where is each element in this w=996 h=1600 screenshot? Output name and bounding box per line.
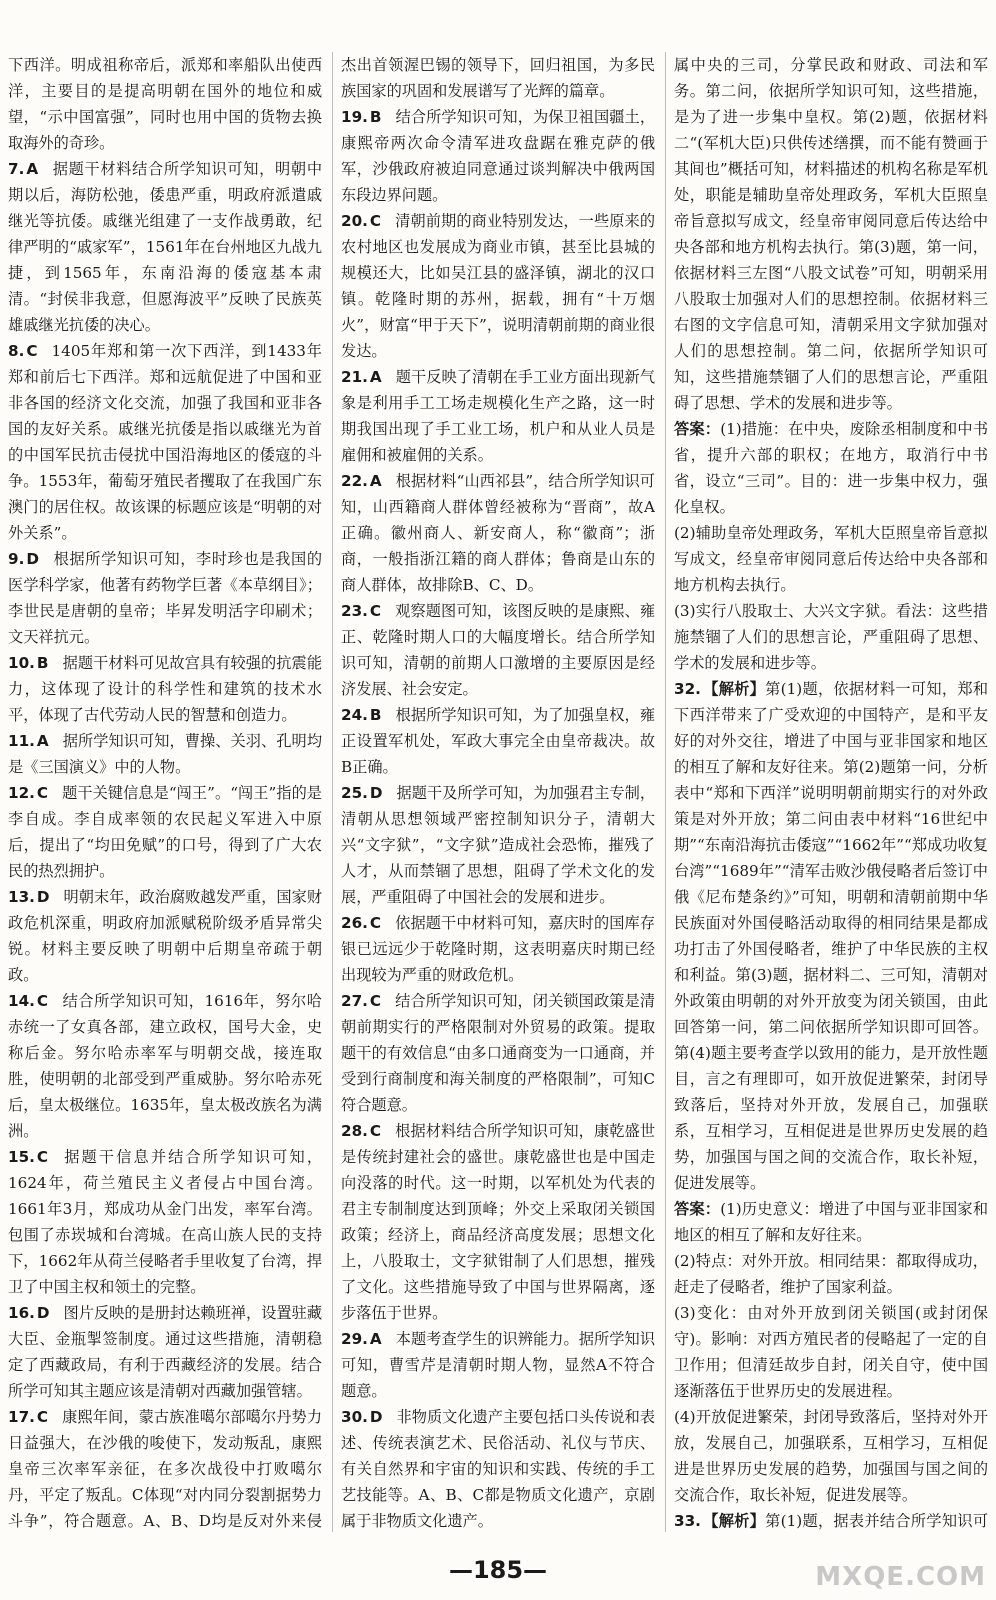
answer-text: 清朝前期的商业特别发达，一些原来的农村地区也发展成为商业市镇，甚至比县城的规模还大，比如吴江县的盛泽镇，湖北的汉口镇。乾隆时期的苏州，据载，拥有“十万烟火”，财富“甲于天下”，说明清朝前期的商业很发达。 — [341, 212, 655, 360]
answer-text: (2)辅助皇帝处理政务，军机大臣照皇帝旨意拟写成文，经皇帝审阅同意后传达给中央各部和地方机构去执行。 — [674, 524, 988, 594]
answer-letter: C — [36, 1148, 49, 1166]
watermark-text: MXQE.COM — [815, 1562, 986, 1592]
answer-item — [674, 416, 988, 520]
answer-letter: A — [369, 368, 382, 386]
answer-text: (2)特点：对外开放。相同结果：都取得成功，赶走了侵略者，维护了国家利益。 — [674, 1252, 988, 1296]
answer-text: 根据所学知识可知，为了加强皇权，雍正设置军机处，军政大事完全由皇帝裁决。故B正确。 — [341, 706, 655, 776]
answer-item — [341, 702, 655, 780]
question-number: 13. — [8, 888, 35, 906]
question-number: 11. — [8, 732, 35, 750]
question-number: 33. — [674, 1512, 701, 1530]
question-number: 24. — [341, 706, 368, 724]
answer-text: 杰出首领渥巴锡的领导下，回归祖国，为多民族国家的巩固和发展谱写了光辉的篇章。 — [341, 56, 655, 100]
answer-text: 结合所学知识可知，1616年，努尔哈赤统一了女真各部，建立政权，国号大金，史称后金。努尔哈赤率军与明朝交战，接连取胜，使明朝的北部受到严重威胁。努尔哈赤死后，皇太极继位。1635年，皇太极改族名为满洲。 — [8, 992, 322, 1140]
answer-text: 根据材料结合所学知识可知，康乾盛世是传统封建社会的盛世。康乾盛世也是中国走向没落的时代。这一时期，以军机处为代表的君主专制制度达到顶峰；外交上采取闭关锁国政策；经济上，商品经济高度发展；思想文化上，八股取士，文字狱钳制了人们思想，摧残了文化。这些措施导致了中国与世界隔离，逐步落伍于世界。 — [341, 1122, 655, 1322]
answer-letter: B — [369, 108, 382, 126]
answer-item — [341, 208, 655, 364]
answer-text: (3)实行八股取士、大兴文字狱。看法：这些措施禁锢了人们的思想言论，严重阻碍了思想、学术的发展和进步等。 — [674, 602, 988, 672]
answer-text: (4)开放促进繁荣，封闭导致落后，坚持对外开放，发展自己，加强联系，互相学习，互相促进是世界历史发展的趋势，加强国与国之间的交流合作，取长补短，促进发展等。 — [674, 1408, 988, 1504]
section-tag: 【解析】 — [702, 680, 766, 698]
answer-item — [674, 520, 988, 598]
answer-page — [8, 52, 988, 1532]
answer-text: 据题干材料可见故宫具有较强的抗震能力，这体现了设计的科学性和建筑的技术水平，体现了古代劳动人民的智慧和创造力。 — [8, 654, 322, 724]
question-number: 30. — [341, 1408, 368, 1426]
answer-text: 图片反映的是册封达赖班禅，设置驻藏大臣、金瓶掣签制度。通过这些措施，清朝稳定了西藏政局，有利于西藏经济的发展。结合所学可知其主题应该是清朝对西藏加强管辖。 — [8, 1304, 322, 1400]
question-number: 19. — [341, 108, 368, 126]
answer-text: 据题干及所学可知，为加强君主专制，清朝从思想领域严密控制知识分子，清朝大兴“文字狱”，“文字狱”造成社会恐怖，摧残了人才，从而禁锢了思想，阻碍了学术文化的发展，严重阻碍了中国社会的发展和进步。 — [341, 784, 655, 906]
column-right — [665, 52, 988, 1532]
answer-text: 根据所学知识可知，李时珍也是我国的医学科学家，他著有药物学巨著《本草纲目》；李世民是唐朝的皇帝；毕昇发明活字印刷术；文天祥抗元。 — [8, 550, 322, 646]
answer-text: 据题干信息并结合所学知识可知，1624年，荷兰殖民主义者侵占中国台湾。1661年3月，郑成功从金门出发，率军台湾。包围了赤崁城和台湾城。在高山族人民的支持下，1662年从荷兰侵略者手里收复了台湾，捍卫了中国主权和领土的完整。 — [8, 1148, 322, 1296]
answer-item — [341, 1118, 655, 1326]
answer-item — [8, 52, 322, 156]
answer-text: 下西洋。明成祖称帝后，派郑和率船队出使西洋，主要目的是提高明朝在国外的地位和威望，“示中国富强”，同时也用中国的货物去换取海外的奇珍。 — [8, 56, 322, 152]
question-number: 29. — [341, 1330, 368, 1348]
answer-letter: A — [36, 732, 49, 750]
question-number: 15. — [8, 1148, 35, 1166]
answer-item — [674, 52, 988, 416]
answer-text: 康熙年间，蒙古族准噶尔部噶尔丹势力日益强大，在沙俄的唆使下，发动叛乱，康熙皇帝三次率军亲征，在多次战役中打败噶尔丹，平定了叛乱。C体现“对内同分裂割据势力斗争”，符合题意。A、B、D均是反对外来侵 — [8, 1408, 322, 1530]
question-number: 26. — [341, 914, 368, 932]
answer-text: 明朝末年，政治腐败越发严重，国家财政危机深重，明政府加派赋税阶级矛盾异常尖锐。材料主要反映了明朝中后期皇帝疏于朝政。 — [8, 888, 322, 984]
column-left — [8, 52, 322, 1532]
answer-item — [341, 1404, 655, 1532]
answer-letter: D — [36, 1304, 50, 1322]
question-number: 16. — [8, 1304, 35, 1322]
answer-letter: C — [36, 784, 49, 802]
question-number: 22. — [341, 472, 368, 490]
answer-letter: C — [369, 1122, 382, 1140]
question-number: 20. — [341, 212, 368, 230]
answer-item — [8, 338, 322, 546]
answer-item — [8, 546, 322, 650]
answer-item — [341, 598, 655, 702]
answer-letter: C — [369, 602, 382, 620]
answer-text: 根据材料“山西祁县”，结合所学知识可知，山西籍商人群体曾经被称为“晋商”，故A正确。徽州商人、新安商人，称“徽商”；浙商，一般指浙江籍的商人群体；鲁商是山东的商人群体，故排除B、C、D。 — [341, 472, 655, 594]
answer-text: (1)措施：在中央，废除丞相制度和中书省，提升六部的职权；在地方，取消行中书省，设立“三司”。目的：进一步集中权力，强化皇权。 — [674, 420, 988, 516]
answer-letter: C — [36, 992, 49, 1010]
answer-text: (3)变化：由对外开放到闭关锁国(或封闭保守)。影响：对西方殖民者的侵略起了一定的自卫作用；但清廷故步自封，闭关自守，使中国逐渐落伍于世界历史的发展进程。 — [674, 1304, 988, 1400]
section-tag: 答案： — [674, 1200, 721, 1218]
answer-item — [8, 884, 322, 988]
answer-item — [341, 1326, 655, 1404]
answer-text: (1)历史意义：增进了中国与亚非国家和地区的相互了解和友好往来。 — [674, 1200, 988, 1244]
answer-letter: B — [369, 706, 382, 724]
answer-letter: D — [36, 888, 50, 906]
section-tag: 【解析】 — [702, 1512, 766, 1530]
answer-letter: C — [26, 342, 38, 360]
answer-text: 1405年郑和第一次下西洋，到1433年郑和前后七下西洋。郑和远航促进了中国和亚非各国的经济文化交流，加强了我国和亚非各国的友好关系。戚继光抗倭是指以戚继光为首的中国军民抗击侵扰中国沿海地区的倭寇的斗争。1553年，葡萄牙殖民者攫取了在我国广东澳门的居住权。故该课的标题应该是“明朝的对外关系”。 — [8, 342, 322, 542]
answer-item — [8, 1404, 322, 1532]
answer-text: 依据题干中材料可知，嘉庆时的国库存银已远远少于乾隆时期，这表明嘉庆时期已经出现较为严重的财政危机。 — [341, 914, 655, 984]
question-number: 14. — [8, 992, 35, 1010]
answer-item — [341, 364, 655, 468]
question-number: 7. — [8, 160, 25, 178]
answer-letter: D — [26, 550, 39, 568]
answer-item — [8, 988, 322, 1144]
answer-item — [341, 988, 655, 1118]
answer-text: 题干关键信息是“闯王”。“闯王”指的是李自成。李自成率领的农民起义军进入中原后，提出了“均田免赋”的口号，得到了广大农民的热烈拥护。 — [8, 784, 322, 880]
answer-item — [341, 468, 655, 598]
answer-text: 观察题图可知，该图反映的是康熙、雍正、乾隆时期人口的大幅度增长。结合所学知识可知，清朝的前期人口激增的主要原因是经济发展、社会安定。 — [341, 602, 655, 698]
answer-item — [341, 104, 655, 208]
answer-item — [674, 1404, 988, 1508]
question-number: 17. — [8, 1408, 35, 1426]
answer-item — [8, 728, 322, 780]
answer-item — [674, 676, 988, 1196]
question-number: 9. — [8, 550, 25, 568]
answer-text: 第(1)题，依据材料一可知，郑和下西洋带来了广受欢迎的中国特产，是和平友好的对外交往，增进了中国与亚非国家和地区的相互了解和友好往来。第(2)题第一问，分析表中“郑和下西洋”说明明朝前期实行的对外政策是对外开放；第二问由表中材料“16世纪中期”“东南沿海抗击倭寇”“1662年”“郑成功收复台湾”“1689年”“清军击败沙俄侵略者后签订中俄《尼布楚条约》”可知，明朝和清朝前期中华民族面对外国侵略活动取得的相同结果是都成功打击了外国侵略者，维护了中华民族的主权和利益。第(3)题，据材料二、三可知，清朝对外政策由明朝的对外开放变为闭关锁国，由此回答第一问，第二问依据所学知识即可回答。第(4)题主要考查学以致用的能力，是开放性题目，言之有理即可，如开放促进繁荣，封闭导致落后，坚持对外开放，发展自己，加强联系，互相学习，互相促进是世界历史发展的趋势，加强国与国之间的交流合作，取长补短，促进发展等。 — [674, 680, 988, 1192]
answer-item — [674, 1196, 988, 1248]
answer-text: 属中央的三司，分掌民政和财政、司法和军务。第二问，依据所学知识可知，这些措施，是为了进一步集中皇权。第(2)题，依据材料二“(军机大臣)只供传述缮撰，而不能有赞画于其间也”概括可知，材料描述的机构名称是军机处，职能是辅助皇帝处理政务，军机大臣照皇帝旨意拟写成文，经皇帝审阅同意后传达给中央各部和地方机构去执行。第(3)题，第一问，依据材料三左图“八股文试卷”可知，明朝采用八股取士加强对人们的思想控制。依据材料三右图的文字信息可知，清朝采用文字狱加强对人们的思想控制。第二问，依据所学知识可知，这些措施禁锢了人们的思想言论，严重阻碍了思想、学术的发展和进步等。 — [674, 56, 988, 412]
answer-text: 本题考查学生的识辨能力。据所学知识可知，曹雪芹是清朝时期人物，显然A不符合题意。 — [341, 1330, 655, 1400]
answer-text: 题干反映了清朝在手工业方面出现新气象是利用手工工场走规模化生产之路，这一时期我国出现了手工业工场，机户和从业人员是雇佣和被雇佣的关系。 — [341, 368, 655, 464]
answer-item — [8, 156, 322, 338]
question-number: 28. — [341, 1122, 368, 1140]
answer-letter: A — [369, 472, 382, 490]
question-number: 10. — [8, 654, 35, 672]
question-number: 12. — [8, 784, 35, 802]
answer-letter: A — [369, 1330, 382, 1348]
answer-letter: C — [369, 212, 382, 230]
answer-item — [341, 52, 655, 104]
column-middle — [332, 52, 655, 1532]
answer-letter: C — [36, 1408, 49, 1426]
answer-item — [8, 1300, 322, 1404]
question-number: 25. — [341, 784, 368, 802]
answer-item — [674, 1300, 988, 1404]
answer-item — [674, 1248, 988, 1300]
answer-letter: C — [369, 992, 382, 1010]
question-number: 27. — [341, 992, 368, 1010]
answer-text: 结合所学知识可知，为保卫祖国疆土，康熙帝两次命令清军进攻盘踞在雅克萨的俄军，沙俄政府被迫同意通过谈判解决中俄两国东段边界问题。 — [341, 108, 655, 204]
answer-letter: D — [369, 1408, 383, 1426]
answer-item — [341, 780, 655, 910]
section-tag: 答案： — [674, 420, 721, 438]
answer-text: 非物质文化遗产主要包括口头传说和表述、传统表演艺术、民俗活动、礼仪与节庆、有关自然界和宇宙的知识和实践、传统的手工艺技能等。A、B、C都是物质文化遗产，京剧属于非物质文化遗产。 — [341, 1408, 655, 1530]
answer-item — [341, 910, 655, 988]
page-number: —185— — [448, 1556, 548, 1584]
question-number: 32. — [674, 680, 701, 698]
question-number: 21. — [341, 368, 368, 386]
answer-text: 据所学知识可知，曹操、关羽、孔明均是《三国演义》中的人物。 — [8, 732, 322, 776]
answer-item — [8, 780, 322, 884]
answer-letter: C — [369, 914, 382, 932]
answer-item — [674, 1508, 988, 1532]
answer-letter: D — [369, 784, 383, 802]
answer-text: 第(1)题，据表并结合所学知识可 — [765, 1512, 988, 1530]
answer-item — [8, 1144, 322, 1300]
answer-item — [674, 598, 988, 676]
question-number: 23. — [341, 602, 368, 620]
answer-item — [8, 650, 322, 728]
question-number: 8. — [8, 342, 25, 360]
answer-letter: B — [36, 654, 49, 672]
answer-text: 结合所学知识可知，闭关锁国政策是清朝前期实行的严格限制对外贸易的政策。提取题干的有效信息“由多口通商变为一口通商，并受到行商制度和海关制度的严格限制”，可知C符合题意。 — [341, 992, 655, 1114]
answer-text: 据题干材料结合所学知识可知，明朝中期以后，海防松弛，倭患严重，明政府派遣戚继光等抗倭。戚继光组建了一支作战勇敢，纪律严明的“戚家军”，1561年在台州地区九战九捷，到1565年，东南沿海的倭寇基本肃清。“封侯非我意，但愿海波平”反映了民族英雄戚继光抗倭的决心。 — [8, 160, 322, 334]
answer-letter: A — [26, 160, 39, 178]
